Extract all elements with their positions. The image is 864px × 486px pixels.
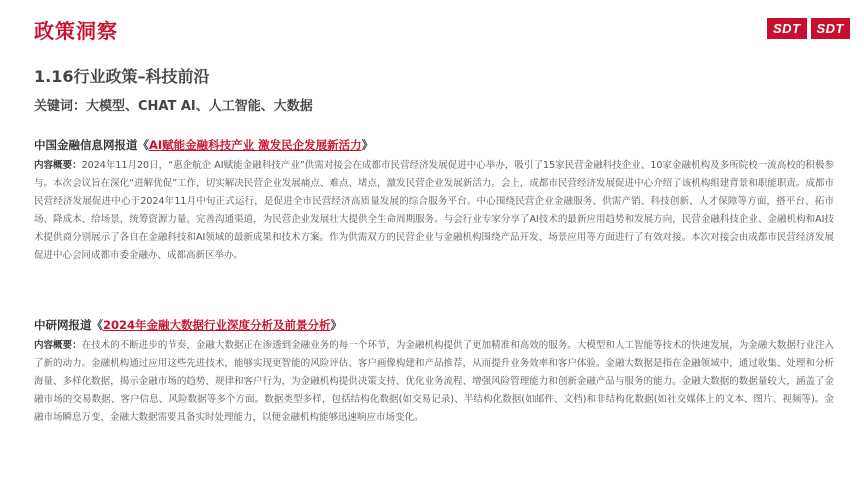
summary-text: 在技术的不断进步的节奏，金融大数据正在渗透到金融业务的每一个环节，为金融机构提供了更加精准和高效的服务。大模型和人工智能等技术的快速发展，为金融大数据行业注入了新的动力。金融机构通过应用这些先进技术，能够实现更智能的风险评估、客户画像构建和产品推荐，从而提升业务效率和客户体验。金融大数据是指在金融领域中，通过收集、处理和分析海量、多样化数据，揭示金融市场的趋势、规律和客户行为，为金融机构提供决策支持、优化业务流程、增强风险管理能力和创新金融产品与服务的能力。金融大数据的数据量较大，涵盖了金融市场的交易数据、客户信息、风险数据等多个方面。数据类型多样，包括结构化数据(如交易记录)、半结构化数据(如邮件、文档)和非结构化数据(如社交媒体上的文本、图片、视频等)。金融市场瞬息万变，金融大数据需要具备实时处理能力，以便金融机构能够迅速响应市场变化。 [34,340,834,423]
article-source: 中研网报道《 [34,318,103,332]
article-summary [34,157,834,265]
article-title-close: 》 [330,318,343,332]
keywords-line: 关键词：大模型、CHAT AI、人工智能、大数据 [34,99,313,114]
section-title: 1.16行业政策–科技前沿 [34,67,210,86]
article-block [34,317,834,427]
article-title-close: 》 [361,138,374,152]
summary-label: 内容概要： [34,340,82,351]
article-summary [34,337,834,427]
article-heading [34,137,834,153]
article-heading [34,317,834,333]
article-title-link[interactable]: 2024年金融大数据行业深度分析及前景分析 [103,318,331,332]
page-header-title: 政策洞察 [34,19,118,43]
article-title-link[interactable]: AI赋能金融科技产业 激发民企发展新活力 [149,138,362,152]
summary-text: 2024年11月20日，“惠企航企 AI赋能金融科技产业”供需对接会在成都市民营经济发展促进中心举办，吸引了15家民营金融科技企业、10家金融机构及多所院校一流高校的积极参与。本次会议旨在深化“进解优促”工作，切实解决民营企业发展痛点、难点、堵点，激发民营企业发展新活力。会上，成都市民营经济发展促进中心介绍了该机构组建背景和职能职责。成都市民营经济发展促进中心于2024年11月中旬正式运行，是促进全市民营经济高质量发展的综合服务平台。中心围绕民营企业金融服务、供需产销、科技创新、人才保障等方面，搭平台、拓市场、降成本、给场景，统筹资源力量，完善沟通渠道，为民营企业发展壮大提供全生命周期服务。与会行业专家分享了AI技术的最新应用趋势和发展方向，民营金融科技企业、金融机构和AI技术提供商分别展示了各自在金融科技和AI领域的最新成果和技术方案。作为供需双方的民营企业与金融机构围绕产品开发、场景应用等方面进行了有效对接。本次对接会由成都市民营经济发展促进中心会同成都市委金融办、成都高新区举办。 [34,160,834,261]
sdt-logo: SDT [811,18,851,39]
brand-logos [767,18,850,39]
sdt-logo: SDT [767,18,807,39]
article-source: 中国金融信息网报道《 [34,138,149,152]
article-block [34,137,834,265]
summary-label: 内容概要： [34,160,82,171]
